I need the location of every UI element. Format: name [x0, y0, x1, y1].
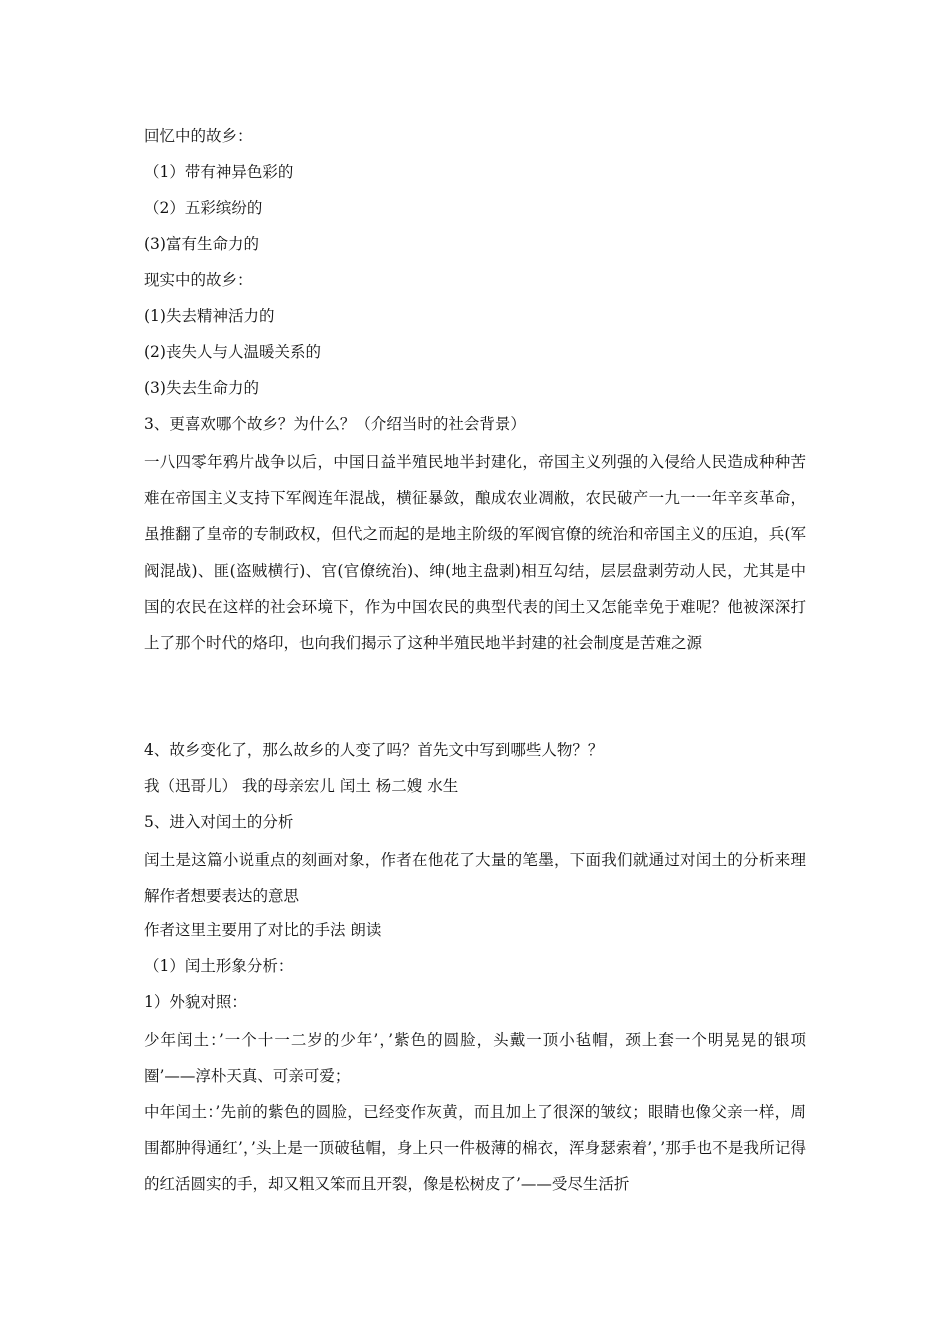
list-item: （2）五彩缤纷的: [144, 199, 263, 217]
middle-aged-runtu-paragraph: 中年闰土：’先前的紫色的圆脸，已经变作灰黄，而且加上了很深的皱纹；眼睛也像父亲一样，周围都肿得通红’，’头上是一顶破毡帽，身上只一件极薄的棉衣，浑身瑟索着’，’那手也不是我所记得的红活圆实的手，却又粗又笨而且开裂，像是松树皮了’——受尽生活折: [144, 1103, 806, 1194]
list-item: (3)失去生命力的: [144, 379, 259, 397]
question-3: 3、更喜欢哪个故乡？为什么？（介绍当时的社会背景）: [144, 415, 526, 433]
background-paragraph: 一八四零年鸦片战争以后，中国日益半殖民地半封建化，帝国主义列强的入侵给人民造成种种苦难在帝国主义支持下军阀连年混战，横征暴敛，酿成农业凋敝，农民破产一九一一年辛亥革命，虽推翻了皇帝的专制政权，但代之而起的是地主阶级的军阀官僚的统治和帝国主义的压迫，兵(军阀混战)、匪(盗贼横行)、官(官僚统治)、绅(地主盘剥)相互勾结，层层盘剥劳动人民，尤其是中国的农民在这样的社会环境下，作为中国农民的典型代表的闰土又怎能幸免于难呢？他被深深打上了那个时代的烙印，也向我们揭示了这种半殖民地半封建的社会制度是苦难之源: [144, 453, 806, 653]
list-item: (2)丧失人与人温暖关系的: [144, 343, 321, 361]
heading-memory-hometown: 回忆中的故乡：: [144, 127, 253, 145]
list-item: (3)富有生命力的: [144, 235, 259, 253]
heading-real-hometown: 现实中的故乡：: [144, 271, 253, 289]
question-5: 5、进入对闰土的分析: [144, 813, 294, 831]
contrast-note: 作者这里主要用了对比的手法 朗读: [144, 921, 382, 939]
subheading-image-analysis: （1）闰土形象分析：: [144, 957, 294, 975]
list-item: （1）带有神异色彩的: [144, 163, 294, 181]
subheading-appearance: 1）外貌对照：: [144, 993, 247, 1011]
characters-list: 我（迅哥儿） 我的母亲宏儿 闰土 杨二嫂 水生: [144, 777, 459, 795]
young-runtu-paragraph: 少年闰土：’一个十一二岁的少年’，’紫色的圆脸，头戴一顶小毡帽，颈上套一个明晃晃的银项圈’——淳朴天真、可亲可爱；: [144, 1031, 806, 1086]
question-4: 4、故乡变化了，那么故乡的人变了吗？首先文中写到哪些人物？？: [144, 741, 604, 759]
list-item: (1)失去精神活力的: [144, 307, 275, 325]
analysis-intro-paragraph: 闰土是这篇小说重点的刻画对象，作者在他花了大量的笔墨，下面我们就通过对闰土的分析来理解作者想要表达的意思: [144, 851, 806, 906]
